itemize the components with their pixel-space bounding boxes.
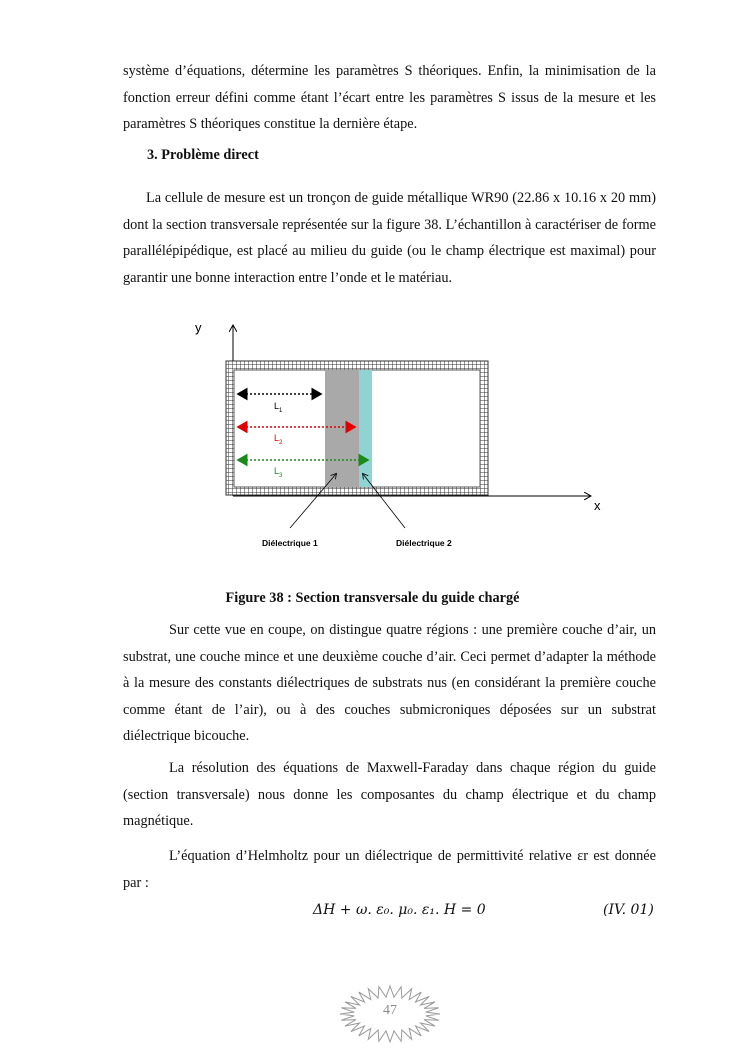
y-axis-label: y bbox=[195, 320, 202, 335]
l3-label: $L_3$ bbox=[274, 466, 283, 479]
paragraph-intro: système d’équations, détermine les paramètres S théoriques. Enfin, la minimisation de la fonction erreur défini comme étant l’écart entre les paramètres S issus de la mesure et les paramètres S théoriques constitue la dernière étape. bbox=[123, 63, 656, 132]
section-heading: 3. Problème direct bbox=[147, 147, 259, 163]
dielectric-1-block bbox=[325, 370, 359, 487]
dielectric-2-label: Diélectrique 2 bbox=[396, 538, 452, 548]
paragraph-regions: Sur cette vue en coupe, on distingue quatre régions : une première couche d’air, un substrat, une couche mince et une deuxième couche d’air. Ceci permet d’adapter la méthode à la mesure des constants diélectriques de substrats nus (en considérant la première couche comme étant de l’air), ou à des couches submicroniques déposées sur un substrat diélectrique bicouche. bbox=[123, 622, 656, 744]
paragraph-resolution: La résolution des équations de Maxwell-Faraday dans chaque région du guide (section transversale) nous donne les composantes du champ électrique et du champ magnétique. bbox=[123, 760, 656, 829]
paragraph-helmholtz: L’équation d’Helmholtz pour un diélectrique de permittivité relative εr est donnée par : bbox=[123, 848, 656, 891]
equation-number: (IV. 01) bbox=[603, 902, 654, 918]
paragraph-cell: La cellule de mesure est un tronçon de guide métallique WR90 (22.86 x 10.16 x 20 mm) dont la section transversale représentée sur la figure 38. L’échantillon à caractériser de forme parallélépipédique, est placé au milieu du guide (ou le champ électrique est maximal) pour garantir une bonne interaction entre l’onde et le matériau. bbox=[123, 190, 656, 286]
l1-label: $L_1$ bbox=[274, 401, 283, 414]
l2-label: $L_2$ bbox=[274, 433, 283, 446]
figure-caption: Figure 38 : Section transversale du guide chargé bbox=[225, 590, 520, 606]
x-axis-label: x bbox=[594, 498, 601, 513]
dielectric-1-label: Diélectrique 1 bbox=[262, 538, 318, 548]
helmholtz-equation: ΔH + ω. ε₀. μ₀. ε₁. H = 0 bbox=[313, 902, 486, 918]
page-number: 47 bbox=[383, 1003, 397, 1018]
dielectric-2-block bbox=[359, 370, 372, 487]
